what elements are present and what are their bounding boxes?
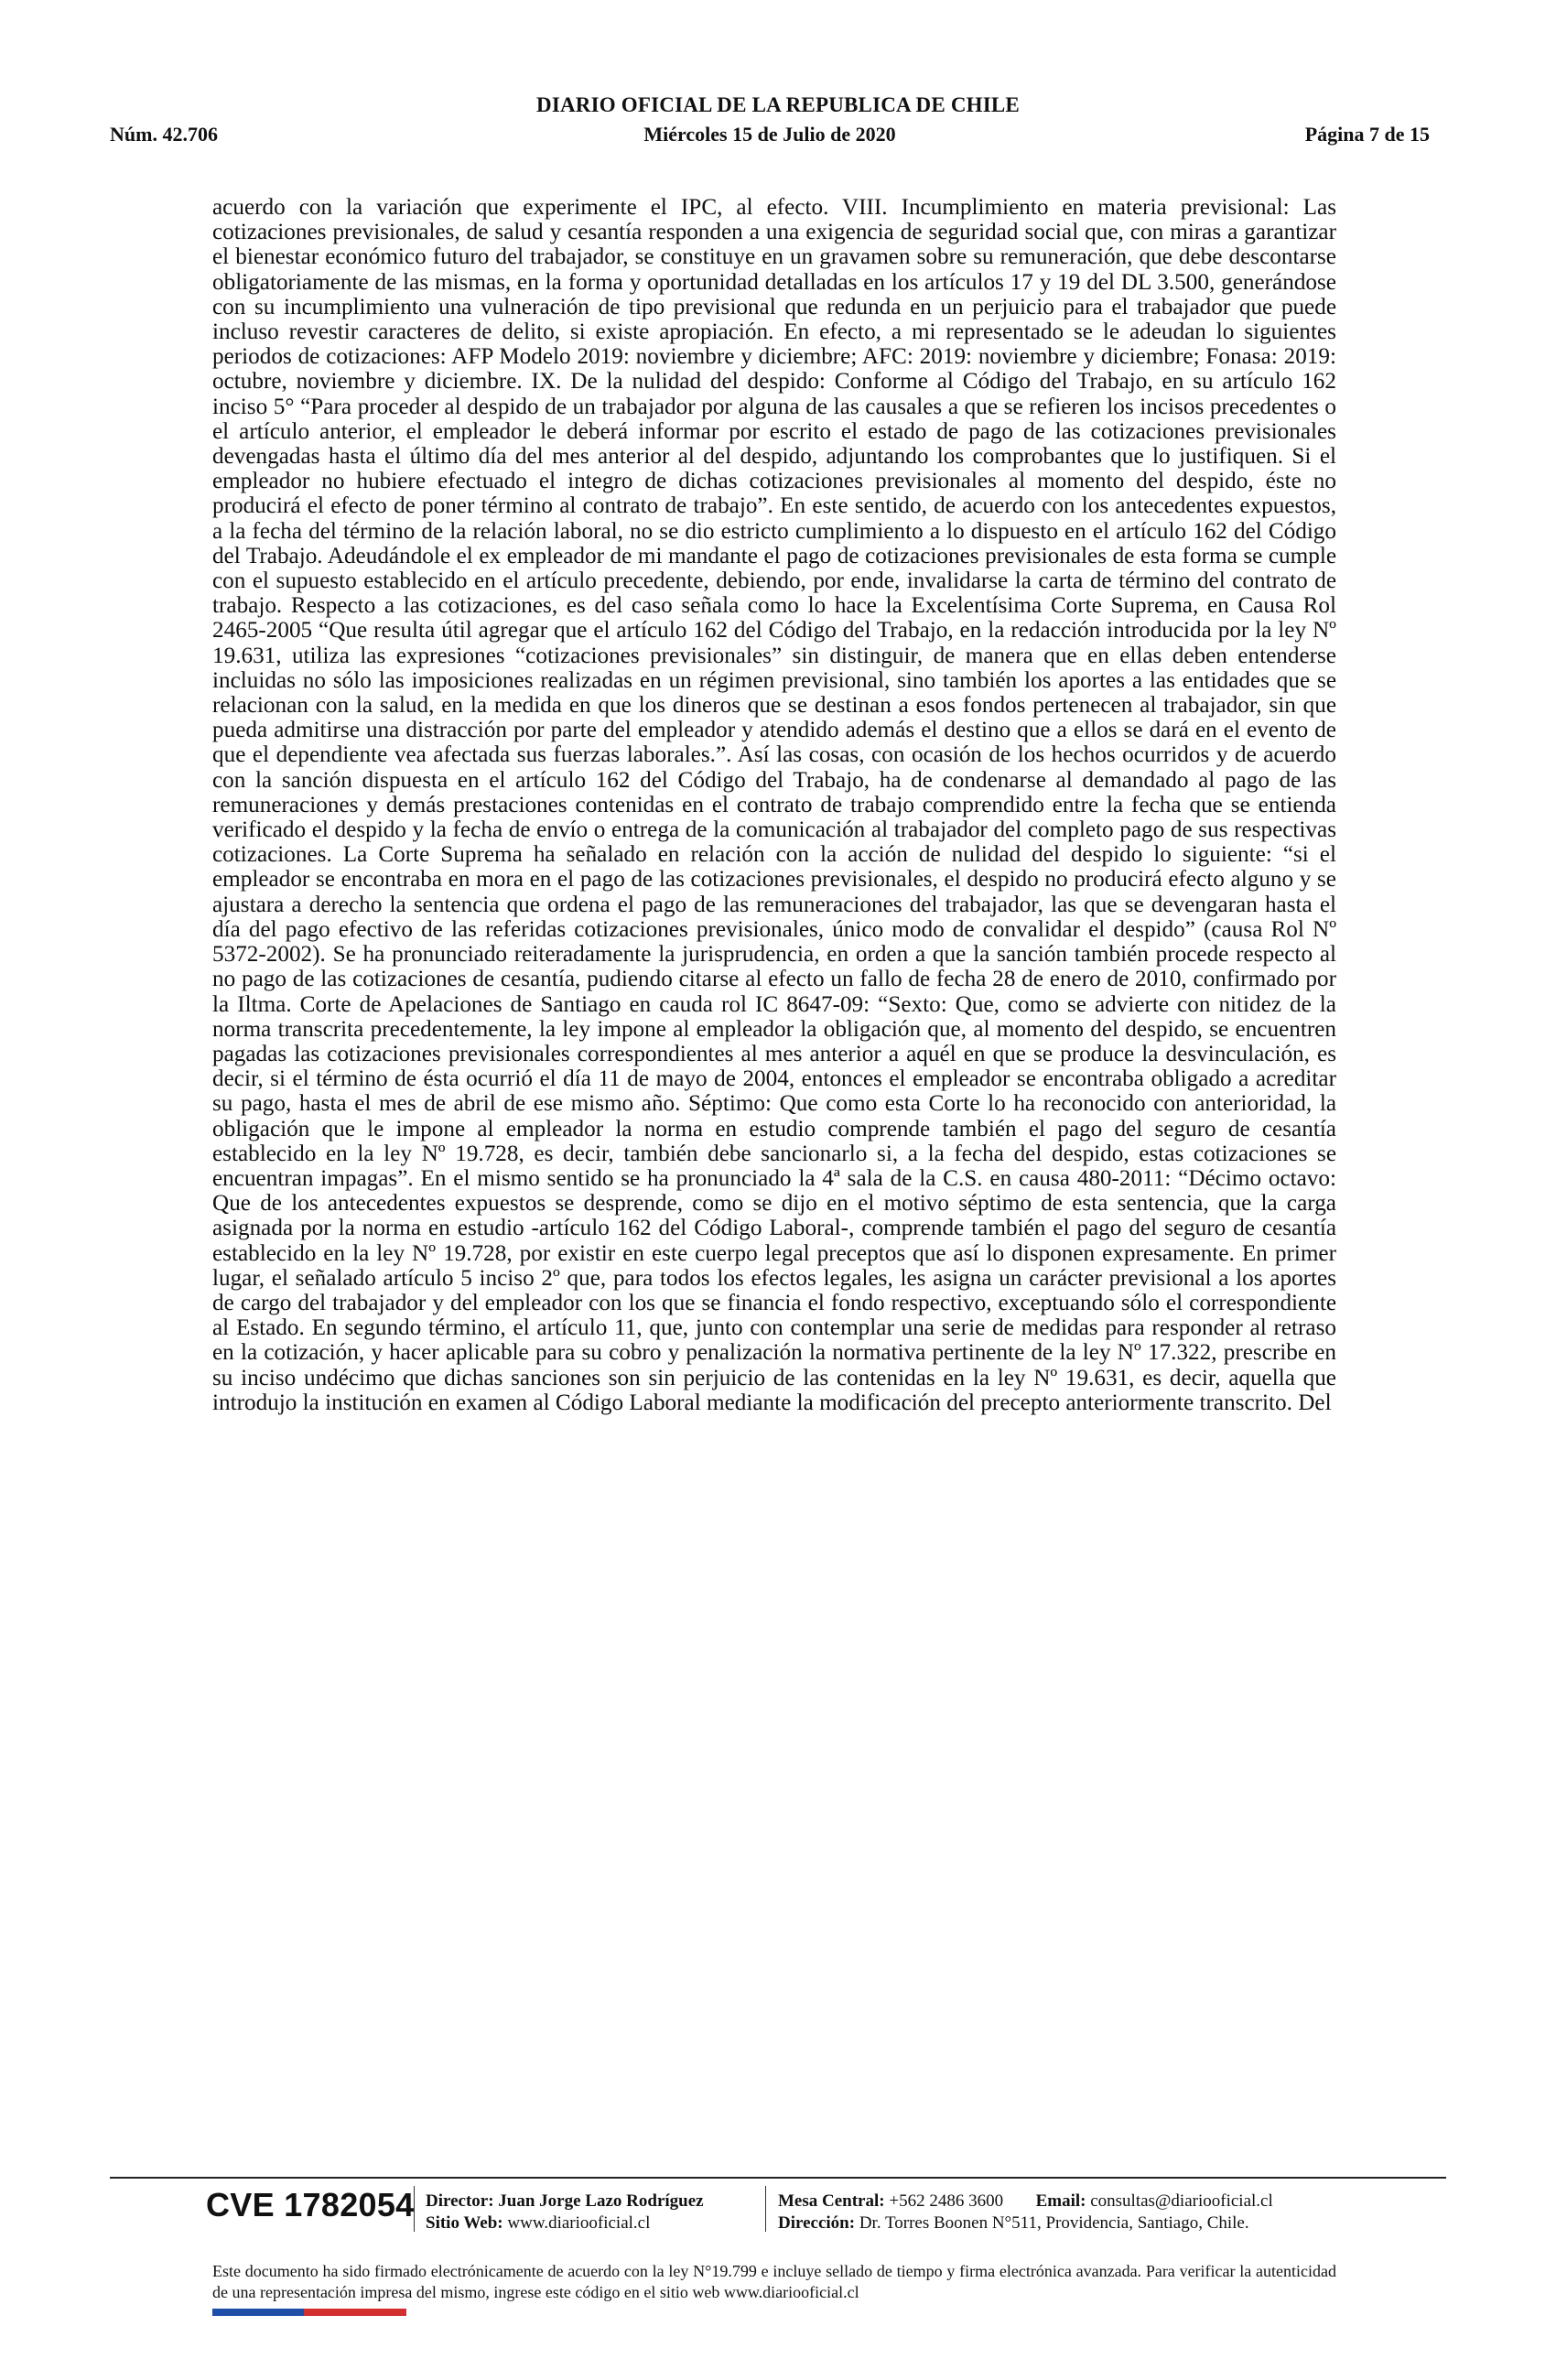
website-link[interactable]: www.diariooficial.cl: [507, 2213, 651, 2233]
contact-line: [778, 2191, 1273, 2212]
issue-number: Núm. 42.706: [110, 123, 218, 146]
page-number: Página 7 de 15: [1304, 123, 1430, 146]
flag-red-segment: [304, 2309, 406, 2316]
footer-divider: [110, 2177, 1446, 2179]
footer-separator: [414, 2186, 415, 2232]
website-line: [426, 2212, 704, 2234]
director-line: [426, 2191, 704, 2212]
chile-flag-bar: [212, 2309, 406, 2316]
phone-label: Mesa Central:: [778, 2191, 885, 2211]
email-label: Email:: [1035, 2191, 1086, 2211]
footer-contact-block: [778, 2191, 1273, 2234]
phone-value: +562 2486 3600: [889, 2191, 1004, 2211]
issue-date: Miércoles 15 de Julio de 2020: [643, 123, 896, 146]
email-link[interactable]: consultas@diariooficial.cl: [1090, 2191, 1273, 2211]
body-paragraph: acuerdo con la variación que experimente el IPC, al efecto. VIII. Incumplimiento en materia previsional: Las cotizaciones previsionales, de salud y cesantía responden a una exigencia de seguridad social que, con miras a garantizar el bienestar económico futuro del trabajador, se constituye en un gravamen sobre su remuneración, que debe descontarse obligatoriamente de las mismas, en la forma y oportunidad detalladas en los artículos 17 y 19 del DL 3.500, generándose con su incumplimiento una vulneración de tipo previsional que redunda en un perjuicio para el trabajador que puede incluso revestir caracteres de delito, si existe apropiación. En efecto, a mi representado se le adeudan lo siguientes periodos de cotizaciones: AFP Modelo 2019: noviembre y diciembre; AFC: 2019: noviembre y diciembre; Fonasa: 2019: octubre, noviembre y diciembre. IX. De la nulidad del despido: Conforme al Código del Trabajo, en su artículo 162 inciso 5° “Para proceder al despido de un trabajador por alguna de las causales a que se refieren los incisos precedentes o el artículo anterior, el empleador le deberá informar por escrito el estado de pago de las cotizaciones previsionales devengadas hasta el último día del mes anterior al del despido, adjuntando los comprobantes que lo justifiquen. Si el empleador no hubiere efectuado el integro de dichas cotizaciones previsionales al momento del despido, éste no producirá el efecto de poner término al contrato de trabajo”. En este sentido, de acuerdo con los antecedentes expuestos, a la fecha del término de la relación laboral, no se dio estricto cumplimiento a lo dispuesto en el artículo 162 del Código del Trabajo. Adeudándole el ex empleador de mi mandante el pago de cotizaciones previsionales de esta forma se cumple con el supuesto establecido en el artículo precedente, debiendo, por ende, invalidarse la carta de término del contrato de trabajo. Respecto a las cotizaciones, es del caso señala como lo hace la Excelentísima Corte Suprema, en Causa Rol 2465-2005 “Que resulta útil agregar que el artículo 162 del Código del Trabajo, en la redacción introducida por la ley Nº 19.631, utiliza las expresiones “cotizaciones previsionales” sin distinguir, de manera que en ellas deben entenderse incluidas no sólo las imposiciones realizadas en un régimen previsional, sino también los aportes a las entidades que se relacionan con la salud, en la medida en que los dineros que se destinan a esos fondos pertenecen al trabajador, sin que pueda admitirse una distracción por parte del empleador y atendido además el destino que a ellos se dará en el evento de que el dependiente vea afectada sus fuerzas laborales.”. Así las cosas, con ocasión de los hechos ocurridos y de acuerdo con la sanción dispuesta en el artículo 162 del Código del Trabajo, ha de condenarse al demandado al pago de las remuneraciones y demás prestaciones contenidas en el contrato de trabajo comprendido entre la fecha que se entienda verificado el despido y la fecha de envío o entrega de la comunicación al trabajador del completo pago de sus respectivas cotizaciones. La Corte Suprema ha señalado en relación con la acción de nulidad del despido lo siguiente: “si el empleador se encontraba en mora en el pago de las cotizaciones previsionales, el despido no producirá efecto alguno y se ajustara a derecho la sentencia que ordena el pago de las remuneraciones del trabajador, las que se devengaran hasta el día del pago efectivo de las referidas cotizaciones previsionales, único modo de convalidar el despido” (causa Rol Nº 5372-2002). Se ha pronunciado reiteradamente la jurisprudencia, en orden a que la sanción también procede respecto al no pago de las cotizaciones de cesantía, pudiendo citarse al efecto un fallo de fecha 28 de enero de 2010, confirmado por la Iltma. Corte de Apelaciones de Santiago en cauda rol IC 8647-09: “Sexto: Que, como se advierte con nitidez de la norma transcrita precedentemente, la ley impone al empleador la obligación que, al momento del despido, se encuentren pagadas las cotizaciones previsionales correspondientes al mes anterior a aquél en que se produce la desvinculación, es decir, si el término de ésta ocurrió el día 11 de mayo de 2004, entonces el empleador se encontraba obligado a acreditar su pago, hasta el mes de abril de ese mismo año. Séptimo: Que como esta Corte lo ha reconocido con anterioridad, la obligación que le impone al empleador la norma en estudio comprende también el pago del seguro de cesantía establecido en la ley Nº 19.728, es decir, también debe sancionarlo si, a la fecha del despido, estas cotizaciones se encuentran impagas”. En el mismo sentido se ha pronunciado la 4ª sala de la C.S. en causa 480-2011: “Décimo octavo: Que de los antecedentes expuestos se desprende, como se dijo en el motivo séptimo de esta sentencia, que la carga asignada por la norma en estudio -artículo 162 del Código Laboral-, comprende también el pago del seguro de cesantía establecido en la ley Nº 19.728, por existir en este cuerpo legal preceptos que así lo disponen expresamente. En primer lugar, el señalado artículo 5 inciso 2º que, para todos los efectos legales, les asigna un carácter previsional a los aportes de cargo del trabajador y del empleador con los que se financia el fondo respectivo, exceptuando sólo el correspondiente al Estado. En segundo término, el artículo 11, que, junto con contemplar una serie de medidas para responder al retraso en la cotización, y hacer aplicable para su cobro y penalización la normativa pertinente de la ley Nº 17.322, prescribe en su inciso undécimo que dichas sanciones son sin perjuicio de las contenidas en la ley Nº 19.631, es decir, aquella que introdujo la institución en examen al Código Laboral mediante la modificación del precepto anteriormente transcrito. Del: [212, 195, 1336, 1415]
director-label: Director:: [426, 2191, 494, 2211]
address-label: Dirección:: [778, 2213, 856, 2233]
website-label: Sitio Web:: [426, 2213, 503, 2233]
cve-code: CVE 1782054: [206, 2186, 415, 2223]
footer-separator: [765, 2186, 766, 2232]
address-value: Dr. Torres Boonen N°511, Providencia, Santiago, Chile.: [859, 2213, 1249, 2233]
footer-director-block: [426, 2191, 704, 2234]
flag-blue-segment: [212, 2309, 304, 2316]
signature-notice: Este documento ha sido firmado electrónicamente de acuerdo con la ley N°19.799 e incluye sellado de tiempo y firma electrónica avanzada. Para verificar la autenticidad de una representación impresa del mismo, ingrese este código en el sitio web www.diariooficial.cl: [212, 2262, 1336, 2301]
director-name: Juan Jorge Lazo Rodríguez: [498, 2191, 704, 2211]
publication-title: DIARIO OFICIAL DE LA REPUBLICA DE CHILE: [536, 93, 1020, 116]
address-line: [778, 2212, 1273, 2234]
